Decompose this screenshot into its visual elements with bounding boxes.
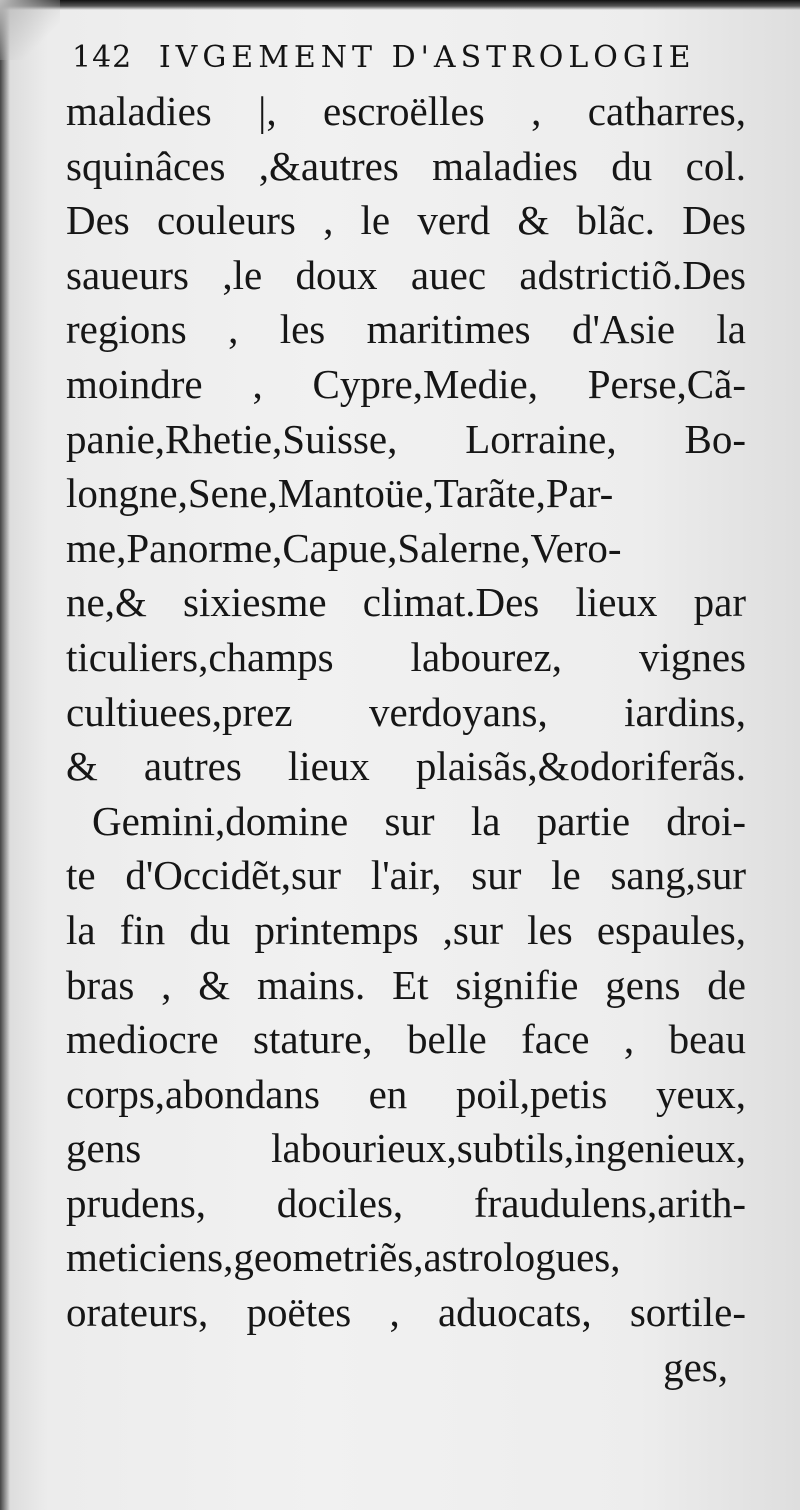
text-line: moindre , Cypre,Medie, Perse,Cã- — [66, 360, 746, 407]
page-corner-fold — [0, 0, 60, 60]
page-number: 142 — [72, 40, 133, 75]
page-gutter-shadow — [0, 0, 10, 1510]
running-header — [72, 40, 742, 75]
text-line: Des couleurs , le verd & blãc. Des — [66, 197, 746, 244]
text-line: la fin du printemps ,sur les espaules, — [66, 906, 746, 953]
text-line: squinâces ,&autres maladies du col. — [66, 142, 746, 189]
text-line: orateurs, poëtes , aduocats, sortile- — [66, 1289, 746, 1336]
text-line: me,Panorme,Capue,Salerne,Vero- — [66, 524, 622, 571]
page-top-shadow — [0, 0, 800, 10]
text-line: longne,Sene,Mantoüe,Tarãte,Par- — [66, 470, 614, 517]
text-line: gens labourieux,subtils,ingenieux, — [66, 1125, 746, 1172]
text-line: meticiens,geometriẽs,astrologues, — [66, 1234, 621, 1281]
text-line: & autres lieux plaisãs,&odoriferãs. — [66, 743, 746, 790]
text-line: corps,abondans en poil,petis yeux, — [66, 1070, 746, 1117]
text-line: cultiuees,prez verdoyans, iardins, — [66, 688, 746, 735]
text-line: saueurs ,le doux auec adstrictiõ.Des — [66, 251, 746, 298]
catchword-line: ges, — [663, 1343, 728, 1390]
text-line: bras , & mains. Et signifie gens de — [66, 961, 746, 1008]
text-line: panie,Rhetie,Suisse, Lorraine, Bo- — [66, 415, 746, 462]
text-line: regions , les maritimes d'Asie la — [66, 306, 746, 353]
text-line: mediocre stature, belle face , beau — [66, 1016, 746, 1063]
text-line: ne,& sixiesme climat.Des lieux par — [66, 579, 746, 626]
text-line: maladies |, escroëlles , catharres, — [66, 88, 746, 134]
paragraph-start-line: Gemini,domine sur la partie droi- — [92, 797, 746, 844]
text-line: ticuliers,champs labourez, vignes — [66, 633, 746, 680]
running-title: IVGEMENT D'ASTROLOGIE — [158, 40, 696, 75]
text-line: prudens, dociles, fraudulens,arith- — [66, 1179, 746, 1226]
body-text — [66, 84, 746, 1394]
text-line: te d'Occidẽt,sur l'air, sur le sang,sur — [66, 852, 746, 899]
